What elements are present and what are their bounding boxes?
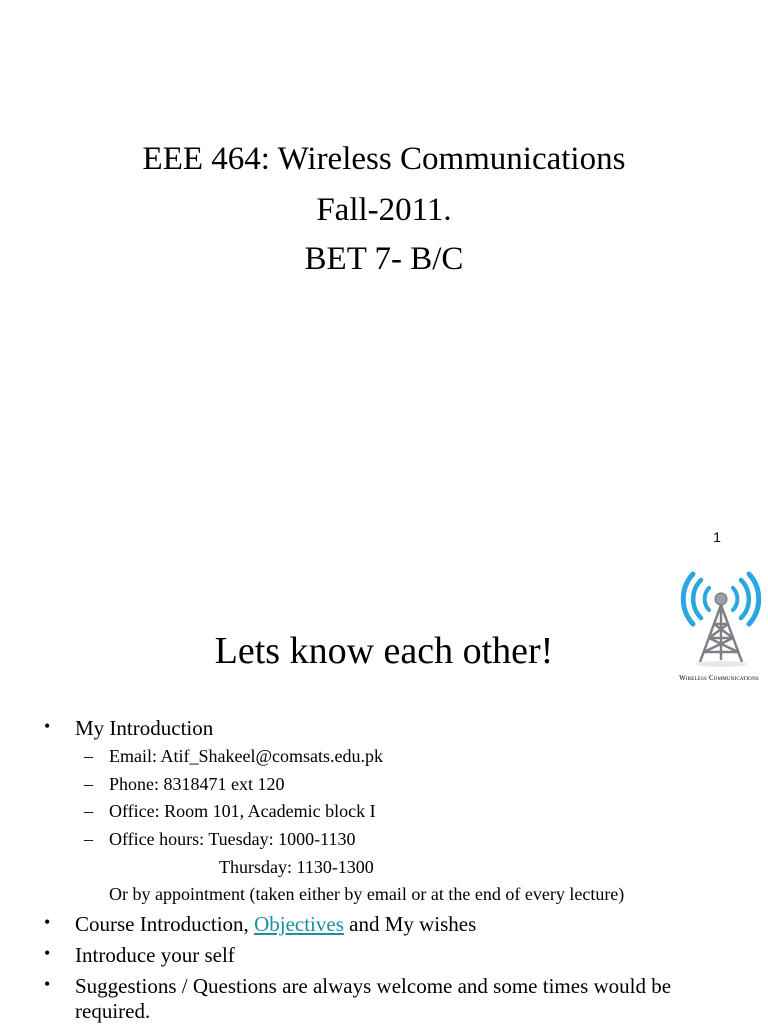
course-intro-prefix: Course Introduction, — [75, 912, 249, 936]
sub-bullet-office-hours: Office hours: Tuesday: 1000-1130 — [109, 829, 356, 849]
logo-caption: Wireless Communications — [679, 674, 759, 682]
sub-bullet-phone: Phone: 8318471 ext 120 — [109, 774, 285, 794]
dash-icon: – — [84, 801, 93, 821]
dash-icon: – — [84, 746, 93, 766]
bullet-icon: • — [44, 716, 51, 736]
bullet-icon: • — [44, 943, 51, 963]
bullet-icon: • — [44, 974, 51, 994]
wireless-logo — [676, 566, 768, 686]
bullet-my-introduction: My Introduction — [75, 716, 214, 740]
page-number: 1 — [713, 529, 721, 545]
dash-icon: – — [84, 829, 93, 849]
sub-bullet-email: Email: Atif_Shakeel@comsats.edu.pk — [109, 746, 384, 766]
appointment-note: Or by appointment (taken either by email or at the end of every lecture) — [109, 884, 625, 904]
sub-bullet-office: Office: Room 101, Academic block I — [109, 801, 376, 821]
bullet-icon: • — [44, 912, 51, 932]
semester: Fall-2011. — [316, 192, 452, 228]
bullet-course-introduction — [75, 911, 476, 937]
course-intro-suffix: and My wishes — [349, 912, 477, 936]
dash-icon: – — [84, 774, 93, 794]
radio-tower-icon — [676, 566, 768, 676]
office-hours-thursday: Thursday: 1130-1300 — [219, 857, 374, 877]
slide-heading: Lets know each other! — [214, 630, 554, 672]
bullet-introduce-yourself: Introduce your self — [75, 943, 235, 967]
bullet-suggestions-continued: required. — [75, 999, 151, 1023]
objectives-link[interactable]: Objectives — [254, 912, 344, 936]
bullet-suggestions: Suggestions / Questions are always welcome and some times would be — [75, 974, 672, 998]
course-title: EEE 464: Wireless Communications — [142, 141, 626, 177]
section: BET 7- B/C — [304, 241, 464, 277]
